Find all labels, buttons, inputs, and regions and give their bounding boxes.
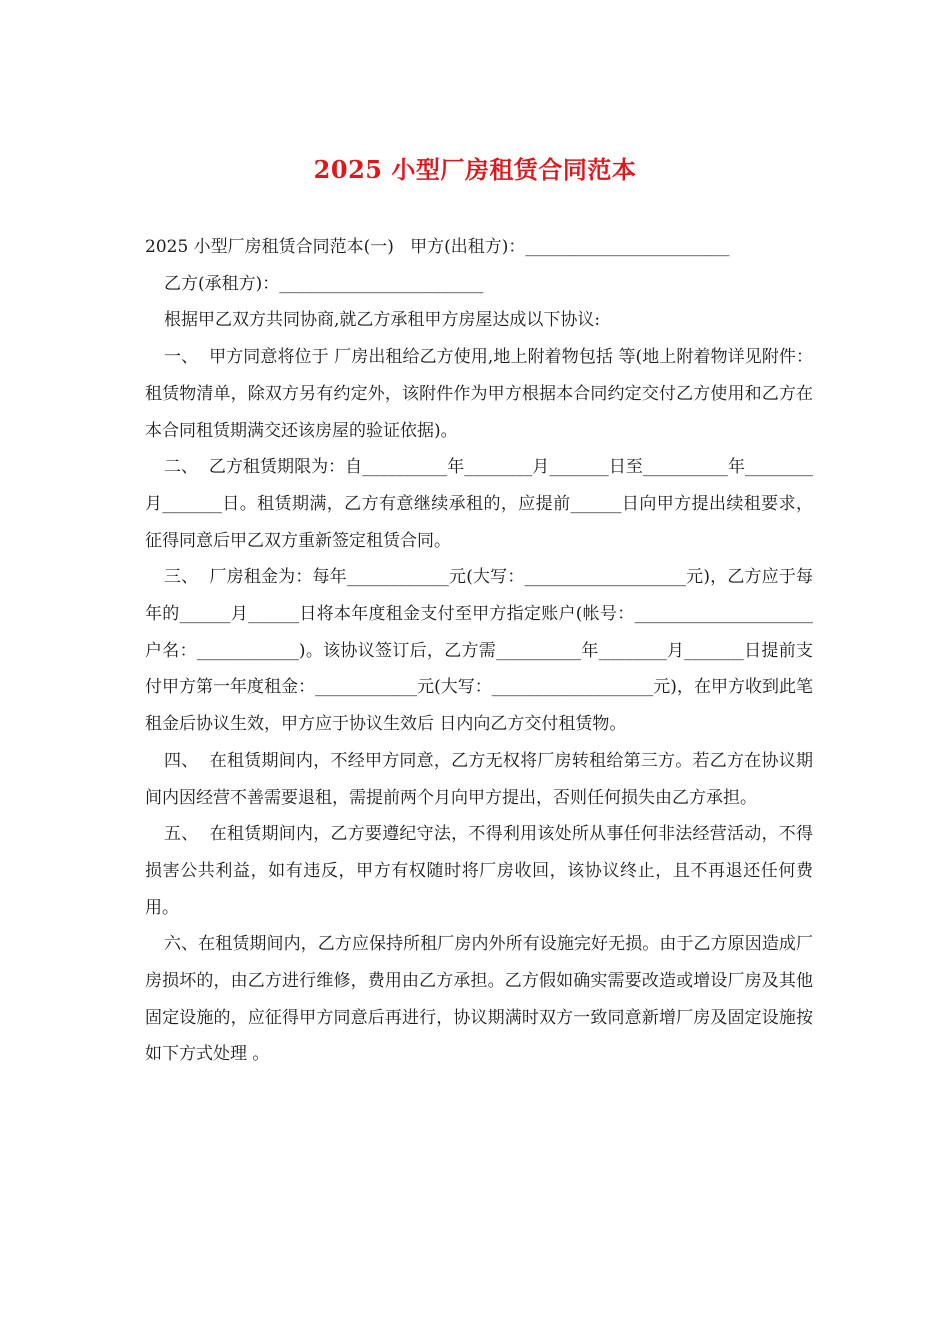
clause-1: 一、 甲方同意将位于 厂房出租给乙方使用,地上附着物包括 等(地上附着物详见附件：租赁物清单，除双方另有约定外，该附件作为甲方根据本合同约定交付乙方使用和乙方在本合同租赁期满交还该房屋的验证依据)。	[145, 347, 813, 441]
contract-body	[145, 229, 813, 1073]
clause-5: 五、 在租赁期间内，乙方要遵纪守法，不得利用该处所从事任何非法经营活动，不得损害公共利益，如有违反，甲方有权随时将厂房收回，该协议终止，且不再退还任何费用。	[145, 824, 813, 918]
clause-6: 六、在租赁期间内，乙方应保持所租厂房内外所有设施完好无损。由于乙方原因造成厂房损坏的，由乙方进行维修，费用由乙方承担。乙方假如确实需要改造或增设厂房及其他固定设施的，应征得甲方同意后再进行，协议期满时双方一致同意新增厂房及固定设施按如下方式处理 。	[145, 934, 813, 1065]
agreement-intro: 根据甲乙双方共同协商,就乙方承租甲方房屋达成以下协议:	[164, 310, 601, 331]
clause-4: 四、 在租赁期间内，不经甲方同意，乙方无权将厂房转租给第三方。若乙方在协议期间内因经营不善需要退租，需提前两个月向甲方提出，否则任何损失由乙方承担。	[145, 750, 813, 808]
clause-2: 二、 乙方租赁期限为：自__________年________月_______日至__________年________月_______日。租赁期满，乙方有意继续承租的，应提前______日向甲方提出续租要求，征得同意后甲乙双方重新签定租赁合同。	[145, 457, 813, 551]
party-b-line: 乙方(承租方)：________________________	[164, 273, 484, 294]
page-title: 2025 小型厂房租赁合同范本	[313, 155, 637, 184]
clause-3: 三、 厂房租金为：每年____________元(大写：___________________元)，乙方应于每年的______月______日将本年度租金支付至甲方指定账户(帐号：_____________________户名：____________)。该协议签订后，乙方需__________年________月_______日提前支付甲方第一年度租金：____________元(大写：___________________元)，在甲方收到此笔租金后协议生效，甲方应于协议生效后 日内向乙方交付租赁物。	[145, 567, 813, 735]
contract-heading-party-a: 2025 小型厂房租赁合同范本(一) 甲方(出租方)：________________________	[145, 237, 730, 257]
